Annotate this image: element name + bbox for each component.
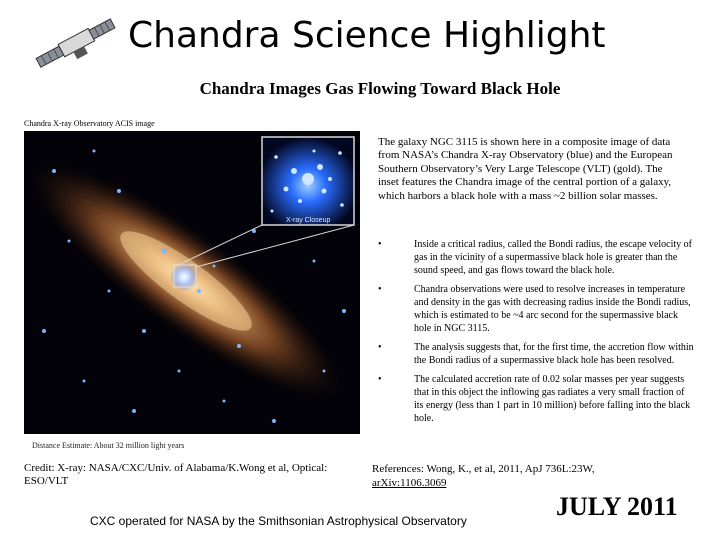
galaxy-composite-image: [24, 131, 360, 434]
description-text: The galaxy NGC 3115 is shown here in a composite image of data from NASA’s Chandra X-ray Observatory (blue) and the European Southern Observatory’s Very Large Telescope (VLT) (gold). The inset features the Chandra image of the central portion of a galaxy, which harbors a black hole with a mass ~2 billion solar masses.: [378, 136, 673, 202]
footer-text: CXC operated for NASA by the Smithsonian Astrophysical Observatory: [90, 514, 467, 528]
distance-label: Distance Estimate: About 32 million light years: [32, 441, 185, 450]
chandra-satellite-icon: [30, 18, 122, 70]
bullet-marker: •: [378, 342, 382, 353]
highlight-bullets: [378, 238, 696, 431]
bullet-marker: •: [378, 284, 382, 295]
image-credit: Credit: X-ray: NASA/CXC/Univ. of Alabama/K.Wong et al, Optical: ESO/VLT: [24, 462, 328, 487]
list-item: • The analysis suggests that, for the first time, the accretion flow within the Bondi radius of a supermassive black hole has been resolved.: [378, 342, 694, 366]
bullet-marker: •: [378, 239, 382, 250]
publication-date: JULY 2011: [556, 492, 678, 521]
references: [372, 462, 672, 490]
bullet-marker: •: [378, 374, 382, 385]
inset-label: X-ray Closeup: [286, 217, 331, 224]
arxiv-link[interactable]: arXiv:1106.3069: [372, 477, 447, 489]
list-item: • Chandra observations were used to resolve increases in temperature and density in the gas with decreasing radius inside the Bondi radius, which is estimated to be ~4 arc second for the supermassive black hole in NGC 3115.: [378, 284, 691, 334]
list-item: • Inside a critical radius, called the Bondi radius, the escape velocity of gas in the vicinity of a supermassive black hole is greater than the sound speed, and gas flows toward the black hole.: [378, 239, 692, 276]
list-item: • The calculated accretion rate of 0.02 solar masses per year suggests that in this object the inflowing gas radiates a very small fraction of its energy (less than 1 part in 10 million) before falling into the black hole.: [378, 374, 691, 424]
subtitle: Chandra Images Gas Flowing Toward Black Hole: [199, 79, 561, 98]
image-caption: Chandra X-ray Observatory ACIS image: [24, 119, 155, 128]
page-title: Chandra Science Highlight: [128, 15, 606, 56]
references-text: References: Wong, K., et al, 2011, ApJ 736L:23W,: [372, 463, 595, 475]
